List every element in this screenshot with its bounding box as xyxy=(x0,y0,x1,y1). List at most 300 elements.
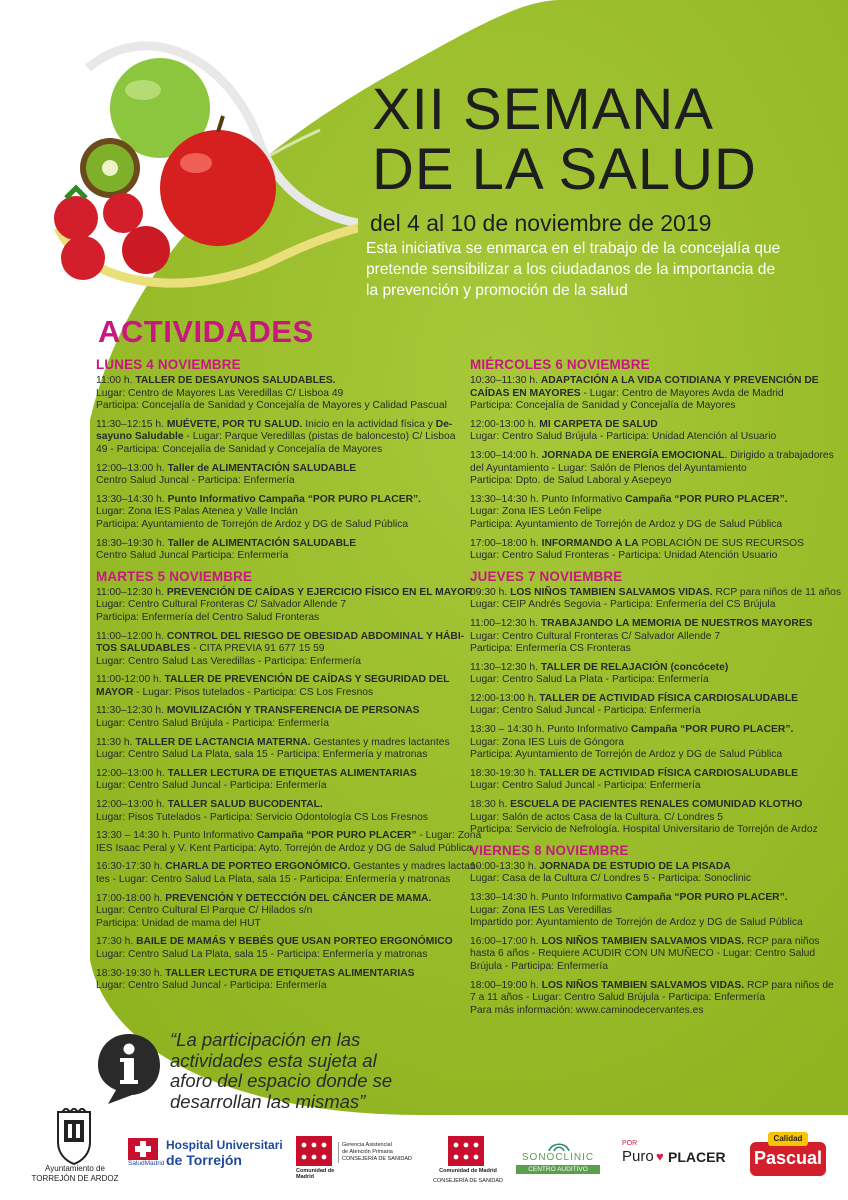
event-title-text: CAÍDAS EN MAYORES xyxy=(470,387,581,399)
event-title-text: LOS NIÑOS TAMBIEN SALVAMOS VIDAS. xyxy=(541,935,745,947)
event-detail-text: 11:30 h. xyxy=(96,736,136,748)
event-detail-text: Participa: Concejalía de Sanidad y Concejalía de Mayores y Calidad Pascual xyxy=(96,400,447,412)
coat-of-arms-icon xyxy=(52,1108,96,1166)
sono-sub: CENTRO AUDITIVO xyxy=(516,1165,600,1174)
event-line xyxy=(96,980,436,993)
event-detail-text: Lugar: CEIP Andrés Segovia - Participa: Enfermería del CS Brújula xyxy=(470,599,776,611)
schedule-event xyxy=(470,586,842,612)
info-icon xyxy=(96,1032,162,1106)
schedule-event xyxy=(470,979,834,1018)
event-title-text: PREVENCIÓN Y DETECCIÓN DEL CÁNCER DE MAMA. xyxy=(165,892,432,904)
event-line xyxy=(470,400,820,413)
event-line xyxy=(470,1005,820,1018)
sound-waves-icon xyxy=(546,1138,572,1152)
event-detail-text: Lugar: Centro Salud Las Veredillas - Participa: Enfermería xyxy=(96,655,361,667)
event-detail-text: Impartido por: Ayuntamiento de Torrejón de Ardoz y DG de Salud Pública xyxy=(470,917,803,929)
event-title-text: MOVILIZACIÓN Y TRANSFERENCIA DE PERSONAS xyxy=(166,705,420,717)
event-line xyxy=(470,724,820,737)
event-line xyxy=(470,643,820,656)
event-line xyxy=(96,519,436,532)
event-detail-text: - Lugar: Parque Veredillas (pistas de baloncesto) C/ Lisboa xyxy=(183,431,456,443)
event-detail-text: Lugar: Salón de actos Casa de la Cultura. C/ Londres 5 xyxy=(470,811,723,823)
event-title-text: Campaña “POR PURO PLACER”. xyxy=(625,493,788,505)
event-detail-text: Lugar: Zona IES Las Veredillas xyxy=(470,904,612,916)
event-title-text: LOS NIÑOS TAMBIEN SALVAMOS VIDAS. xyxy=(510,586,713,598)
event-detail-text: Participa: Dpto. de Salud Laboral y Asepeyo xyxy=(470,475,672,487)
day-events-thursday xyxy=(470,586,842,837)
event-detail-text: Lugar: Centro Salud La Plata, sala 15 - Participa: Enfermería y matronas xyxy=(96,749,428,761)
event-detail-text: 18:30-19:30 h. xyxy=(96,967,166,979)
event-line xyxy=(470,961,820,974)
cam2-name: Comunidad de Madrid xyxy=(439,1168,497,1174)
event-line xyxy=(470,749,820,762)
event-line xyxy=(96,687,436,700)
event-line xyxy=(96,861,480,874)
event-detail-text: 16:00–17:00 h. xyxy=(470,935,542,947)
schedule-event xyxy=(96,799,436,824)
event-line xyxy=(470,861,820,874)
intro-line: la prevención y promoción de la salud xyxy=(366,282,628,299)
event-title-text: ESCUELA DE PACIENTES RENALES COMUNIDAD KLOTHO xyxy=(510,799,803,811)
event-line xyxy=(470,475,820,488)
event-line xyxy=(470,905,820,918)
event-detail-text: - CITA PREVIA 91 677 15 59 xyxy=(190,643,325,655)
notice-line: actividades esta sujeta al xyxy=(170,1049,377,1071)
event-line xyxy=(470,979,834,993)
event-title-text: Campaña “POR PURO PLACER” xyxy=(256,830,417,842)
event-line xyxy=(96,418,453,432)
event-title-text: INFORMANDO A LA xyxy=(541,537,639,549)
event-line xyxy=(470,705,820,718)
event-line xyxy=(96,656,436,669)
event-line xyxy=(96,905,436,918)
logo-sonoclinic xyxy=(516,1138,600,1178)
schedule-event xyxy=(470,375,820,413)
event-detail-text: Lugar: Zona IES Palas Atenea y Valle Inclán xyxy=(96,506,298,518)
event-detail-text: Lugar: Centro Salud Fronteras - Participa: Unidad Atención Usuario xyxy=(470,550,778,562)
ayto-line-2: TORREJÓN DE ARDOZ xyxy=(31,1173,119,1183)
event-detail-text: Participa: Ayuntamiento de Torrejón de Ardoz y DG de Salud Pública xyxy=(470,518,783,530)
event-detail-text: 17:00–18:00 h. xyxy=(470,537,542,549)
notice-line: desarrollan las mismas” xyxy=(170,1090,366,1112)
event-detail-text: 12:00–13:00 h. xyxy=(96,799,168,811)
intro-text xyxy=(366,238,836,301)
event-title-text: TALLER DE RELAJACIÓN (concócete) xyxy=(540,661,729,673)
event-detail-text: 16:30-17:30 h. xyxy=(96,861,166,873)
day-events-monday xyxy=(96,375,456,563)
event-line xyxy=(96,630,465,644)
cam1-sub-1: Gerencia Asistencial xyxy=(342,1142,392,1148)
event-line xyxy=(470,599,820,612)
schedule-column-right xyxy=(470,354,842,1023)
event-line xyxy=(96,586,473,600)
event-title-text: PREVENCIÓN DE CAÍDAS Y EJERCICIO FÍSICO EN EL MAYOR xyxy=(166,586,473,598)
event-detail-text: Lugar: Centro Salud La Plata, sala 15 - Participa: Enfermería y matronas xyxy=(96,948,428,960)
event-line xyxy=(470,519,820,532)
schedule-event xyxy=(96,830,482,855)
event-detail-text: 18:30 h. xyxy=(470,799,511,811)
schedule-event xyxy=(470,936,820,974)
event-line xyxy=(96,918,436,931)
event-line xyxy=(96,375,436,388)
event-title-text: CONTROL DEL RIESGO DE OBESIDAD ABDOMINAL Y HÁBI- xyxy=(166,630,465,642)
schedule-event xyxy=(470,449,834,488)
page-title xyxy=(372,77,832,202)
schedule-event xyxy=(470,799,820,837)
event-line xyxy=(470,873,820,886)
heart-icon: ♥ xyxy=(656,1149,664,1164)
event-detail-text: - Lugar: Centro de Mayores Avda de Madrid xyxy=(580,387,784,399)
event-title-text: Campaña “POR PURO PLACER”. xyxy=(630,724,794,736)
event-line xyxy=(96,768,436,781)
event-line xyxy=(470,936,820,949)
schedule-event xyxy=(470,724,820,762)
event-dates: del 4 al 10 de noviembre de 2019 xyxy=(370,210,712,236)
event-detail-text: Centro Salud Juncal - Participa: Enfermería xyxy=(96,475,295,487)
hospital-line-1: Hospital Universitari xyxy=(166,1138,283,1152)
event-line xyxy=(96,736,450,750)
fruit-illustration xyxy=(28,28,358,318)
schedule-event xyxy=(96,861,480,886)
event-detail-text: Lugar: Centro Cultural El Parque C/ Hilados s/n xyxy=(96,905,313,917)
day-heading-friday: VIERNES 8 NOVIEMBRE xyxy=(470,842,629,858)
event-line xyxy=(96,494,436,507)
ppp-por: POR xyxy=(622,1140,638,1147)
event-line xyxy=(470,780,820,793)
event-title-text: JORNADA DE ESTUDIO DE LA PISADA xyxy=(539,860,731,872)
event-detail-text: hasta 6 años - Requiere ACUDIR CON UN MUÑECO - Lugar: Centro Salud xyxy=(470,948,816,960)
event-line xyxy=(96,400,447,413)
event-line xyxy=(96,874,451,887)
event-detail-text: RCP para niños de xyxy=(744,979,834,991)
event-detail-text: 17:00-18:00 h. xyxy=(96,892,166,904)
schedule-event xyxy=(470,892,820,930)
event-title-text: BAILE DE MAMÁS Y BEBÉS QUE USAN PORTEO ERGONÓMICO xyxy=(136,936,453,948)
event-detail-text: Lugar: Centro Salud Brújula - Participa: Unidad Atención al Usuario xyxy=(470,431,777,443)
event-detail-text: 10:30–11:30 h. xyxy=(470,375,541,386)
event-line xyxy=(96,718,436,731)
event-line xyxy=(470,388,820,401)
event-line xyxy=(470,494,820,507)
event-detail-text: Participa: Unidad de mama del HUT xyxy=(96,917,261,929)
schedule-event xyxy=(96,968,436,993)
event-detail-text: Participa: Servicio de Nefrología. Hospital Universitario de Torrejón de Ardoz xyxy=(470,824,818,836)
event-title-text: TOS SALUDABLES xyxy=(96,643,191,655)
event-detail-text: Lugar: Centro Cultural Fronteras C/ Salvador Allende 7 xyxy=(96,599,347,611)
event-line xyxy=(96,612,436,625)
event-line xyxy=(470,550,820,563)
logo-comunidad-madrid-sanidad xyxy=(428,1136,508,1190)
cam1-sub-2: de Atención Primaria xyxy=(342,1149,393,1155)
event-detail-text: 13:30–14:30 h. xyxy=(96,493,168,505)
event-detail-text: 13:30–14:30 h. Punto Informativo xyxy=(470,892,626,903)
logo-comunidad-madrid-gerencia xyxy=(296,1136,416,1190)
event-detail-text: Lugar: Casa de la Cultura C/ Londres 5 - Participa: Sonoclinic xyxy=(470,873,752,885)
event-line xyxy=(470,431,820,444)
schedule-event xyxy=(470,861,820,886)
event-title-text: TALLER LECTURA DE ETIQUETAS ALIMENTARIAS xyxy=(167,767,417,779)
schedule-event xyxy=(470,662,820,687)
intro-line: pretende sensibilizar a los ciudadanos de la importancia de xyxy=(366,261,776,278)
event-title-text: TRABAJANDO LA MEMORIA DE NUESTROS MAYORES xyxy=(540,617,813,629)
event-title-text: MUÉVETE, POR TU SALUD. xyxy=(166,418,303,430)
event-detail-text: POBLACIÓN DE SUS RECURSOS xyxy=(638,537,804,549)
madrid-stars-icon xyxy=(296,1136,332,1166)
event-title-text: TALLER DE PREVENCIÓN DE CAÍDAS Y SEGURIDAD DEL xyxy=(164,674,450,686)
sono-name: SONOCLINIC xyxy=(521,1152,595,1163)
pascual-name: Pascual xyxy=(753,1148,823,1168)
event-detail-text: Lugar: Zona IES León Felipe xyxy=(470,506,602,518)
event-detail-text: 13:30 – 14:30 h. Punto Informativo xyxy=(470,724,631,736)
event-detail-text: - Lugar: Pisos tutelados - Participa: CS Los Fresnos xyxy=(133,686,374,698)
schedule-event xyxy=(96,418,456,457)
event-line xyxy=(96,968,436,981)
event-title-text: sayuno Saludable xyxy=(96,431,184,443)
event-detail-text: RCP para niños de 11 años xyxy=(712,586,842,598)
event-detail-text: Lugar: Centro Salud La Plata - Participa: Enfermería xyxy=(470,674,709,686)
event-line xyxy=(470,586,842,600)
event-line xyxy=(470,917,820,930)
event-detail-text: Lugar: Centro Salud Juncal - Participa: Enfermería xyxy=(96,780,327,792)
event-line xyxy=(470,631,820,644)
cam1-name: Comunidad de Madrid xyxy=(296,1168,335,1180)
event-detail-text: Participa: Enfermería del Centro Salud Fronteras xyxy=(96,611,320,623)
schedule-event xyxy=(470,494,820,532)
event-title-text: TALLER SALUD BUCODENTAL. xyxy=(167,799,323,811)
event-detail-text: Participa: Concejalía de Sanidad y Concejalía de Mayores xyxy=(470,400,736,412)
event-detail-text: 18:30–19:30 h. xyxy=(96,537,168,549)
event-detail-text: 18:30-19:30 h. xyxy=(470,767,540,779)
event-title-text: TALLER DE LACTANCIA MATERNA. xyxy=(135,736,311,748)
event-detail-text: 09:30 h. xyxy=(470,586,511,598)
event-detail-text: 13:00–14:00 h. xyxy=(470,449,542,461)
schedule-event xyxy=(96,768,436,793)
event-title-text: LOS NIÑOS TAMBIEN SALVAMOS VIDAS. xyxy=(541,979,745,991)
event-line xyxy=(470,812,820,825)
event-detail-text: 10:00-13:30 h. xyxy=(470,860,540,872)
schedule-event xyxy=(470,693,820,718)
event-detail-text: Brújula - Participa: Enfermería xyxy=(470,960,608,972)
title-line-1: XII SEMANA xyxy=(372,77,714,142)
event-title-text: Taller de ALIMENTACIÓN SALUDABLE xyxy=(167,462,357,474)
madrid-stars-icon xyxy=(448,1136,484,1166)
schedule-event xyxy=(470,618,820,656)
schedule-event xyxy=(470,419,820,444)
participation-notice xyxy=(170,1030,420,1112)
ppp-puro: Puro xyxy=(622,1148,654,1165)
event-title-text: ADAPTACIÓN A LA VIDA COTIDIANA Y PREVENCIÓN DE xyxy=(540,375,819,386)
event-detail-text: Lugar: Centro de Mayores Las Veredillas C/ Lisboa 49 xyxy=(96,387,344,399)
event-detail-text: 11:30–12:15 h. xyxy=(96,418,167,430)
day-events-wednesday xyxy=(470,375,834,563)
event-line xyxy=(96,431,456,444)
event-line xyxy=(470,449,834,463)
event-line xyxy=(96,812,436,825)
schedule-event xyxy=(96,494,436,532)
cam2-sub: CONSEJERÍA DE SANIDAD xyxy=(433,1178,503,1184)
event-line xyxy=(96,388,436,401)
event-line xyxy=(470,538,820,551)
event-detail-text: 12:00–13:00 h. xyxy=(96,462,168,474)
event-line xyxy=(470,799,820,812)
notice-line: aforo del espacio donde se xyxy=(170,1070,393,1091)
event-title-text: Campaña “POR PURO PLACER”. xyxy=(625,892,788,903)
event-detail-text: Para más información: www.caminodecervantes.es xyxy=(470,1004,704,1016)
schedule-event xyxy=(96,705,436,730)
event-line xyxy=(96,538,436,551)
event-detail-text: Lugar: Centro Cultural Fronteras C/ Salvador Allende 7 xyxy=(470,630,721,642)
event-detail-text: Participa: Ayuntamiento de Torrejón de Ardoz y DG de Salud Pública xyxy=(96,518,409,530)
event-detail-text: 11:30–12:30 h. xyxy=(470,661,541,673)
day-heading-thursday: JUEVES 7 NOVIEMBRE xyxy=(470,568,623,584)
event-detail-text: 11:00 h. xyxy=(96,375,136,386)
event-detail-text: Lugar: Centro Salud Juncal - Participa: Enfermería xyxy=(470,780,701,792)
event-line xyxy=(96,780,436,793)
event-detail-text: 49 - Participa: Concejalía de Sanidad y Concejalía de Mayores xyxy=(96,443,383,455)
schedule-event xyxy=(96,893,436,931)
schedule-event xyxy=(96,630,465,669)
schedule-event xyxy=(470,768,820,793)
event-title-text: Punto Informativo Campaña “POR PURO PLACER”. xyxy=(167,493,422,505)
event-line xyxy=(96,475,436,488)
schedule-event xyxy=(96,375,447,413)
event-detail-text: 11:00–12:30 h. xyxy=(470,617,541,629)
event-line xyxy=(470,419,820,432)
strawberry xyxy=(54,196,98,240)
logo-ayuntamiento xyxy=(30,1108,120,1200)
logo-por-puro-placer xyxy=(620,1140,730,1176)
event-line xyxy=(96,444,436,457)
event-title-text: TALLER DE ACTIVIDAD FÍSICA CARDIOSALUDABLE xyxy=(539,767,799,779)
event-detail-text: Inicio en la actividad física y xyxy=(302,418,436,430)
schedule-event xyxy=(96,674,450,699)
event-line xyxy=(96,705,436,718)
activities-heading: ACTIVIDADES xyxy=(98,314,314,349)
event-line xyxy=(470,737,820,750)
event-detail-text: Centro Salud Juncal Participa: Enfermería xyxy=(96,550,289,562)
day-heading-wednesday: MIÉRCOLES 6 NOVIEMBRE xyxy=(470,357,650,372)
event-detail-text: 11:00–12:30 h. xyxy=(96,586,167,598)
event-detail-text: Lugar: Centro Salud Juncal - Participa: Enfermería xyxy=(96,980,327,992)
event-detail-text: del Ayuntamiento - Lugar: Salón de Plenos del Ayuntamiento xyxy=(470,462,747,474)
schedule-column-left xyxy=(96,354,482,999)
event-title-text: Taller de ALIMENTACIÓN SALUDABLE xyxy=(167,537,357,549)
red-apple xyxy=(160,130,276,246)
cam1-sub-3: CONSEJERÍA DE SANIDAD xyxy=(342,1156,412,1162)
event-line xyxy=(96,643,436,656)
schedule-event xyxy=(96,586,473,625)
event-line xyxy=(470,662,820,675)
event-detail-text: 12:00–13:00 h. xyxy=(96,767,168,779)
schedule-event xyxy=(96,538,436,563)
salud-madrid-icon xyxy=(128,1138,158,1160)
event-line xyxy=(470,693,820,706)
ayto-line-1: Ayuntamiento de xyxy=(45,1164,105,1173)
event-line xyxy=(96,949,436,962)
event-title-text: TALLER LECTURA DE ETIQUETAS ALIMENTARIAS xyxy=(165,967,415,979)
event-detail-text: Gestantes y madres lactantes xyxy=(310,736,450,748)
event-detail-text: . Dirigido a trabajadores xyxy=(724,449,834,461)
event-detail-text: 11:30–12:30 h. xyxy=(96,705,167,717)
event-line xyxy=(470,892,820,905)
event-detail-text: 13:30–14:30 h. Punto Informativo xyxy=(470,493,626,505)
event-line xyxy=(470,824,820,837)
schedule-event xyxy=(96,936,453,961)
notice-line: “La participación en las xyxy=(170,1029,361,1050)
logo-calidad-pascual xyxy=(750,1128,826,1180)
schedule-event xyxy=(96,463,436,488)
salud-madrid-label: SaludMadrid xyxy=(128,1160,165,1167)
event-detail-text: RCP para niños xyxy=(744,935,820,947)
event-detail-text: Participa: Enfermería CS Fronteras xyxy=(470,643,631,655)
event-title-text: CHARLA DE PORTEO ERGONÓMICO. xyxy=(165,861,351,873)
intro-line: Esta iniciativa se enmarca en el trabajo de la concejalía que xyxy=(366,240,781,257)
day-heading-monday: LUNES 4 NOVIEMBRE xyxy=(96,357,241,372)
schedule-event xyxy=(470,538,820,563)
event-line xyxy=(470,463,820,476)
hospital-line-2: de Torrejón xyxy=(166,1152,242,1168)
event-line xyxy=(96,550,436,563)
event-line xyxy=(470,618,820,631)
day-events-tuesday xyxy=(96,586,482,993)
event-detail-text: 13:30 – 14:30 h. Punto Informativo xyxy=(96,830,257,842)
event-title-text: MAYOR xyxy=(96,686,134,698)
event-line xyxy=(470,948,820,961)
event-title-text: TALLER DE DESAYUNOS SALUDABLES. xyxy=(135,375,336,386)
event-line xyxy=(96,749,436,762)
event-detail-text: - Lugar: Zona xyxy=(416,830,482,842)
event-line xyxy=(96,799,436,812)
pascual-calidad: Calidad xyxy=(768,1132,808,1146)
event-title-text: TALLER DE ACTIVIDAD FÍSICA CARDIOSALUDABLE xyxy=(539,692,799,704)
event-title-text: JORNADA DE ENERGÍA EMOCIONAL xyxy=(541,449,725,461)
event-line xyxy=(96,599,436,612)
logo-hospital xyxy=(128,1138,288,1178)
event-line xyxy=(96,830,482,843)
day-events-friday xyxy=(470,860,834,1018)
schedule-event xyxy=(96,736,450,762)
event-detail-text: 11:00–12:00 h. xyxy=(96,630,167,642)
event-line xyxy=(96,893,436,906)
event-detail-text: 12:00-13:00 h. xyxy=(470,418,540,430)
event-line xyxy=(96,842,472,856)
event-title-text: De- xyxy=(435,418,453,430)
event-line xyxy=(96,463,436,476)
event-line xyxy=(470,506,820,519)
title-line-2: DE LA SALUD xyxy=(372,137,757,202)
event-detail-text: Lugar: Pisos Tutelados - Participa: Servicio Odontología CS Los Fresnos xyxy=(96,811,428,823)
event-detail-text: IES Isaac Peral y V. Kent Participa: Ayto. Torrejón de Ardoz y DG de Salud Pública xyxy=(96,842,472,854)
event-detail-text: Lugar: Centro Salud Juncal - Participa: Enfermería xyxy=(470,705,701,717)
event-detail-text: 17:30 h. xyxy=(96,936,137,948)
event-line xyxy=(470,768,820,781)
event-detail-text: 7 a 11 años - Lugar: Centro Salud Brújula - Participa: Enfermería xyxy=(470,992,766,1004)
event-detail-text: tes - Lugar: Centro Salud La Plata, sala 15 - Participa: Enfermería y matronas xyxy=(96,874,451,885)
event-detail-text: Participa: Ayuntamiento de Torrejón de Ardoz y DG de Salud Pública xyxy=(470,749,783,761)
event-line xyxy=(470,375,820,388)
event-title-text: MI CARPETA DE SALUD xyxy=(539,418,658,430)
event-line xyxy=(470,992,820,1005)
event-detail-text: Gestantes y madres lactan- xyxy=(350,861,480,873)
event-line xyxy=(96,506,436,519)
event-detail-text: Lugar: Centro Salud Brújula - Participa: Enfermería xyxy=(96,718,329,730)
event-line xyxy=(96,936,453,949)
event-line xyxy=(470,674,820,687)
event-detail-text: 18:00–19:00 h. xyxy=(470,979,542,991)
event-line xyxy=(96,674,450,687)
event-detail-text: 12:00-13:00 h. xyxy=(470,692,540,704)
event-detail-text: 11:00-12:00 h. xyxy=(96,674,165,686)
